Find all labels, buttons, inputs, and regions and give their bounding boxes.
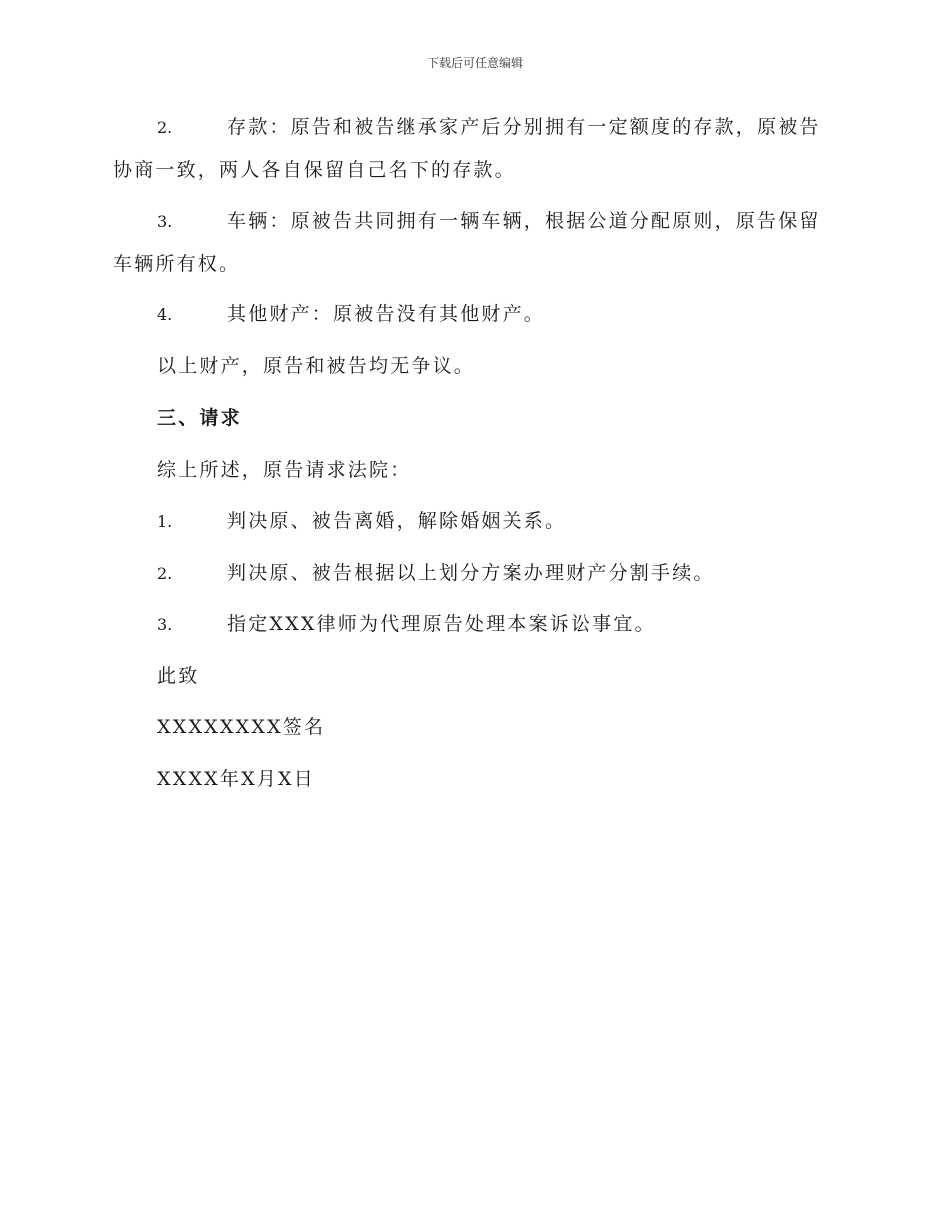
request-intro: 综上所述，原告请求法院： [157, 459, 412, 481]
item-number: 2. [157, 118, 173, 137]
signature: XXXXXXXX签名 [157, 716, 326, 738]
date: XXXX年X月X日 [157, 768, 315, 790]
property-item-other [157, 293, 545, 336]
item-number: 3. [157, 212, 173, 231]
item-text: 判决原、被告离婚，解除婚姻关系。 [227, 510, 567, 532]
item-text: 指定XXX律师为代理原告处理本案诉讼事宜。 [227, 613, 656, 635]
closing: 此致 [157, 665, 200, 687]
item-number: 1. [157, 512, 173, 531]
item-number: 4. [157, 305, 173, 324]
item-number: 3. [157, 615, 173, 634]
item-text: 存款：原告和被告继承家产后分别拥有一定额度的存款，原被告协商一致，两人各自保留自己名下的存款。 [113, 116, 821, 181]
request-item-lawyer [157, 603, 656, 646]
section-heading: 三、请求 [157, 407, 242, 429]
item-text: 判决原、被告根据以上划分方案办理财产分割手续。 [227, 562, 715, 584]
item-text: 其他财产：原被告没有其他财产。 [227, 303, 546, 325]
property-summary: 以上财产，原告和被告均无争议。 [157, 355, 476, 377]
item-text: 车辆：原被告共同拥有一辆车辆，根据公道分配原则，原告保留车辆所有权。 [113, 210, 821, 275]
request-item-divorce [157, 500, 566, 543]
request-item-property-division [157, 552, 715, 595]
item-number: 2. [157, 564, 173, 583]
property-item-vehicle [113, 200, 835, 286]
page-header: 下载后可任意编辑 [426, 56, 523, 70]
property-item-deposits [113, 106, 835, 192]
